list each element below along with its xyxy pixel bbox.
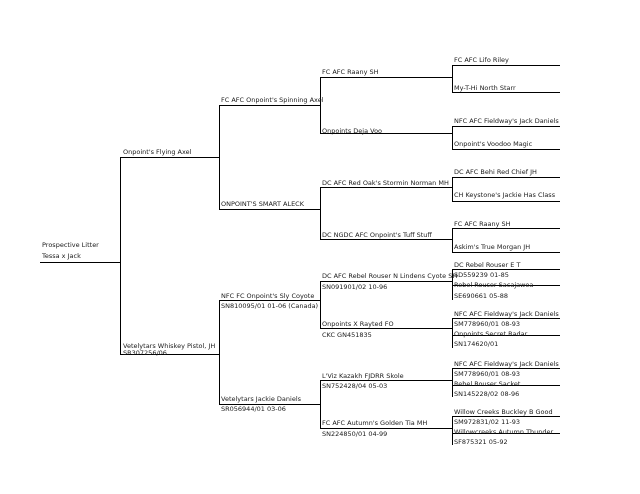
dsds-reg: SM778960/01 08-93 (454, 320, 520, 328)
dssd-reg: SE690661 05-88 (454, 292, 508, 300)
dsss-name: DC Rebel Rouser E T (454, 261, 521, 269)
ddsd-reg: SN145228/02 08-96 (454, 390, 520, 398)
ddd-name: FC AFC Autumn's Golden Tia MH (322, 419, 428, 427)
line-sdss (452, 177, 560, 178)
line-ssds (452, 126, 560, 127)
line-ssdd (452, 149, 560, 150)
line-dsd (320, 328, 452, 329)
line-dd-vertical (320, 380, 321, 428)
line-sd (219, 209, 320, 210)
dsd-reg: CKC GN451835 (322, 331, 372, 339)
ssd-name: Onpoints Deja Voo (322, 127, 383, 135)
line-sdd-vertical (452, 228, 453, 252)
line-sdds (452, 228, 560, 229)
line-ss-vertical (320, 77, 321, 133)
ssss-name: FC AFC Lifo Riley (454, 56, 509, 64)
ddsd-name: Rebel Rouser Sacket (454, 380, 521, 388)
line-dds-vertical (452, 368, 453, 397)
ddds-name: Willow Creeks Buckley B Good (454, 408, 553, 416)
ds-name: NFC FC Onpoint's Sly Coyote (221, 292, 315, 300)
line-sd-vertical (320, 187, 321, 239)
line-ddd-vertical (452, 416, 453, 445)
sds-name: DC AFC Red Oak's Stormin Norman MH (322, 179, 449, 187)
ss-name: FC AFC Onpoint's Spinning Axel (221, 96, 324, 104)
line-dss (320, 281, 452, 282)
dsds-name: NFC AFC Fieldway's Jack Daniels (454, 310, 559, 318)
line-ss (219, 105, 320, 106)
sdd-name: DC NGDC AFC Onpoint's Tuff Stuff (322, 231, 432, 239)
dds-name: L'Viz Kazakh FJDRR Skole (322, 372, 404, 380)
subject-title: Prospective Litter (42, 241, 99, 249)
sdsd-name: CH Keystone's Jackie Has Class (454, 191, 556, 199)
line-dsss (452, 269, 560, 270)
ddss-name: NFC AFC Fieldway's Jack Daniels (454, 360, 559, 368)
line-sdd (320, 239, 452, 240)
line-ds (219, 300, 320, 301)
ssds-name: NFC AFC Fieldway's Jack Daniels (454, 117, 559, 125)
line-subject (40, 262, 120, 263)
line-dsds (452, 318, 560, 319)
line-dsd-vertical (452, 318, 453, 348)
ddd-reg: SN224850/01 04-99 (322, 430, 388, 438)
dddd-reg: SF875321 05-92 (454, 438, 508, 446)
line-sss-vertical (452, 65, 453, 92)
line-sds (320, 187, 452, 188)
line-ddd (320, 428, 452, 429)
dds-reg: SN752428/04 05-03 (322, 382, 388, 390)
line-ddds (452, 416, 560, 417)
line-dds (320, 380, 452, 381)
line-sssd (452, 92, 560, 93)
dd-reg: SR056944/01 03-06 (221, 405, 286, 413)
ddss-reg: SM778960/01 08-93 (454, 370, 520, 378)
dss-reg: SN091901/02 10-96 (322, 283, 388, 291)
dssd-name: Rebel Rouser Sacajawea (454, 281, 534, 289)
line-sire (120, 157, 219, 158)
subject-subtitle: Tessa x Jack (42, 252, 81, 260)
sddd-name: Askim's True Morgan JH (454, 243, 531, 251)
ddds-reg: SM972831/02 11-93 (454, 418, 520, 426)
line-ssss (452, 65, 560, 66)
line-dam-vertical (219, 300, 220, 404)
dddd-name: Willowcreeks Autumn Thunder (454, 428, 554, 436)
dsss-reg: SD559239 01-85 (454, 271, 509, 279)
line-sddd (452, 252, 560, 253)
line-subject-vertical (120, 157, 121, 354)
line-sds-vertical (452, 177, 453, 201)
dss-name: DC AFC Rebel Rouser N Lindens Cyote SH (322, 272, 458, 280)
sss-name: FC AFC Raany SH (322, 68, 379, 76)
line-sdsd (452, 201, 560, 202)
sdss-name: DC AFC Behi Red Chief JH (454, 168, 537, 176)
ssdd-name: Onpoint's Voodoo Magic (454, 140, 533, 148)
line-ds-vertical (320, 281, 321, 328)
dam-reg: SR307256/06 (123, 349, 167, 357)
ds-reg: SN810095/01 01-06 (Canada) (221, 302, 319, 310)
sdds-name: FC AFC Raany SH (454, 220, 511, 228)
sd-name: ONPOINT'S SMART ALECK (221, 200, 304, 208)
sssd-name: My-T-Hi North Starr (454, 84, 516, 92)
line-ddss (452, 368, 560, 369)
dsdd-reg: SN174620/01 (454, 340, 499, 348)
line-ssd-vertical (452, 126, 453, 149)
dam-name: Vetelytars Whiskey Pistol, JH (123, 342, 216, 350)
dsdd-name: Onpoints Secret Radar (454, 330, 528, 338)
dd-name: Vetelytars Jackie Daniels (221, 395, 302, 403)
line-sire-vertical (219, 105, 220, 209)
dsd-name: Onpoints X Rayted FO (322, 320, 394, 328)
sire-name: Onpoint's Flying Axel (123, 148, 192, 156)
line-sss (320, 77, 452, 78)
